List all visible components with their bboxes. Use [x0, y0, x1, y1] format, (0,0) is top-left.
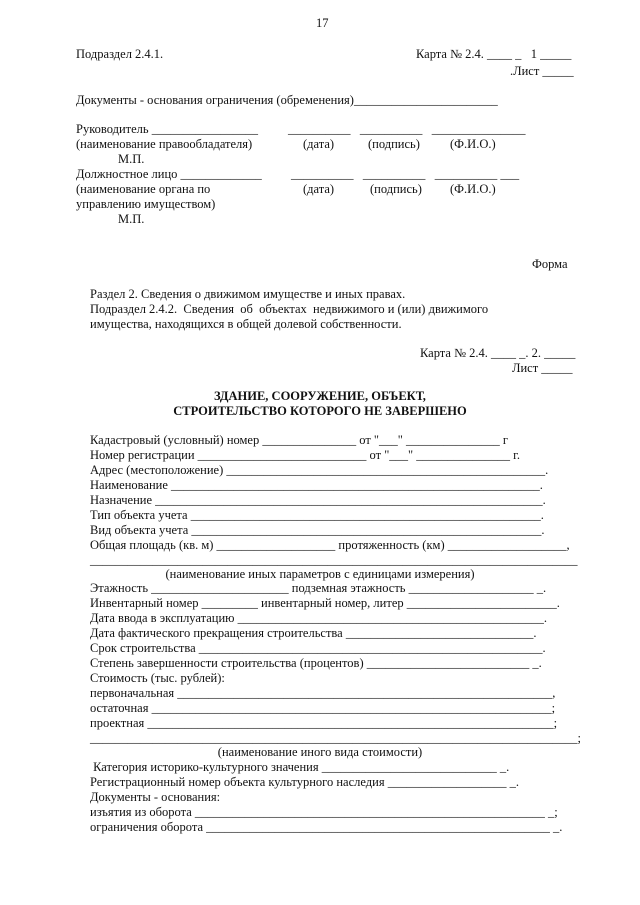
official-date-caption: (дата)	[303, 182, 335, 196]
official-fio-caption: (Ф.И.О.)	[450, 182, 496, 196]
field-withdrawal: изъятия из оборота ________________________________________________________ _;	[90, 805, 558, 819]
official-signature-blanks: __________ __________ __________ ___	[291, 167, 520, 181]
field-object-kind: Вид объекта учета ________________________________________________________.	[90, 523, 545, 537]
doc-title-line1: ЗДАНИЕ, СООРУЖЕНИЕ, ОБЪЕКТ,	[214, 389, 426, 403]
head-signature-blanks: __________ __________ _______________	[288, 122, 526, 136]
official-sign-caption: (подпись)	[370, 182, 422, 196]
subsection-label: Подраздел 2.4.1.	[76, 47, 164, 61]
head-fio-caption: (Ф.И.О.)	[450, 137, 496, 151]
official-caption-1: (наименование органа по	[76, 182, 211, 196]
field-registration-number: Номер регистрации ___________________________ от "___" _______________ г.	[90, 448, 520, 462]
doc-title-line2: СТРОИТЕЛЬСТВО КОТОРОГО НЕ ЗАВЕРШЕНО	[173, 404, 467, 418]
field-circulation-restriction: ограничения оборота _______________________________________________________ _.	[90, 820, 563, 834]
field-construction-term: Срок строительства _______________________________________________________.	[90, 641, 546, 655]
head-signature-line: Руководитель _________________	[76, 122, 258, 136]
field-name: Наименование ___________________________________________________________.	[90, 478, 543, 492]
field-cost-heading: Стоимость (тыс. рублей):	[90, 671, 225, 685]
field-area-length: Общая площадь (кв. м) ___________________ протяженность (км) ___________________,	[90, 538, 570, 552]
field-basis-documents: Документы - основания:	[90, 790, 221, 804]
field-cadastral-number: Кадастровый (условный) номер _______________ от "___" _______________ г	[90, 433, 508, 447]
head-stamp: М.П.	[118, 152, 145, 166]
field-residual-cost: остаточная ________________________________________________________________;	[90, 701, 556, 715]
page-number: 17	[316, 16, 329, 30]
section-title: Раздел 2. Сведения о движимом имуществе и иных правах.	[90, 287, 406, 301]
caption-other-cost: (наименование иного вида стоимости)	[217, 745, 423, 759]
field-initial-cost: первоначальная ____________________________________________________________,	[90, 686, 556, 700]
field-other-cost: ______________________________________________________________________________;	[90, 731, 581, 745]
field-purpose: Назначение ______________________________________________________________.	[90, 493, 546, 507]
card-number: Карта № 2.4. ____ _ 1 _____	[416, 47, 572, 61]
field-construction-stop-date: Дата фактического прекращения строительства ______________________________.	[90, 626, 537, 640]
field-heritage-category: Категория историко-культурного значения ____________________________ _.	[90, 760, 510, 774]
head-date-caption: (дата)	[303, 137, 335, 151]
subsection-title-cont: имущества, находящихся в общей долевой собственности.	[90, 317, 402, 331]
field-object-type: Тип объекта учета ________________________________________________________.	[90, 508, 544, 522]
field-other-params: ______________________________________________________________________________	[90, 553, 578, 567]
official-caption-2: управлению имуществом)	[76, 197, 216, 211]
card2-number: Карта № 2.4. ____ _. 2. _____	[420, 346, 576, 360]
card2-sheet: Лист _____	[512, 361, 573, 375]
head-sign-caption: (подпись)	[368, 137, 420, 151]
field-floors: Этажность ______________________ подземная этажность ____________________ _.	[90, 581, 547, 595]
caption-other-params: (наименование иных параметров с единицами измерения)	[165, 567, 475, 581]
field-completion-degree: Степень завершенности строительства (процентов) __________________________ _.	[90, 656, 542, 670]
subsection-title: Подраздел 2.4.2. Сведения об объектах недвижимого и (или) движимого	[90, 302, 489, 316]
documents-basis-line: Документы - основания ограничения (обременения)_______________________	[76, 93, 498, 107]
sheet-number: .Лист _____	[510, 64, 574, 78]
official-stamp: М.П.	[118, 212, 145, 226]
official-signature-line: Должностное лицо _____________	[76, 167, 262, 181]
field-address: Адрес (местоположение) ___________________________________________________.	[90, 463, 549, 477]
form-label: Форма	[532, 257, 568, 271]
head-caption: (наименование правообладателя)	[76, 137, 253, 151]
field-design-cost: проектная _________________________________________________________________;	[90, 716, 558, 730]
field-commissioning-date: Дата ввода в эксплуатацию _________________________________________________.	[90, 611, 548, 625]
field-inventory-number: Инвентарный номер _________ инвентарный номер, литер ________________________.	[90, 596, 560, 610]
field-heritage-reg-number: Регистрационный номер объекта культурного наследия ___________________ _.	[90, 775, 519, 789]
